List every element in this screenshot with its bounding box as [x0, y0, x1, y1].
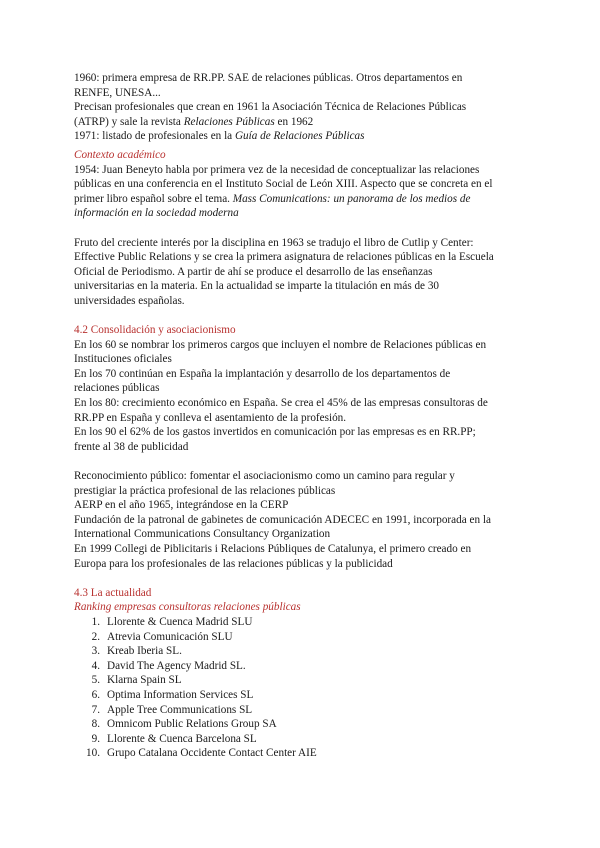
- consolidation-block-a: [74, 338, 534, 455]
- paragraph-line: [74, 192, 534, 207]
- section-heading-academic: Contexto académico: [74, 148, 166, 161]
- list-item: [74, 630, 534, 645]
- paragraph-line: International Communications Consultancy Organization: [74, 528, 331, 541]
- paragraph-line: Europa para los profesionales de las relaciones públicas y la publicidad: [74, 557, 393, 570]
- intro-block: [74, 71, 534, 144]
- paragraph-line: relaciones públicas: [74, 382, 160, 395]
- list-number: 3.: [91, 645, 100, 658]
- list-number: 2.: [91, 630, 100, 643]
- list-number: 6.: [91, 688, 100, 701]
- list-number: 9.: [91, 732, 100, 745]
- ranking-subheading: Ranking empresas consultoras relaciones públicas: [74, 601, 301, 614]
- list-item: [74, 732, 534, 747]
- list-number: 7.: [91, 703, 100, 716]
- company-name: Kreab Iberia SL.: [107, 645, 182, 658]
- book-title: Mass Comunications: un panorama de los medios de: [232, 192, 471, 205]
- intro-text: en 1962: [274, 115, 314, 128]
- list-item: [74, 644, 534, 659]
- company-name: David The Agency Madrid SL.: [107, 659, 246, 672]
- company-name: Grupo Catalana Occidente Contact Center AIE: [107, 747, 317, 760]
- academic-paragraph-1: [74, 163, 534, 221]
- magazine-title: Relaciones Públicas: [183, 115, 275, 128]
- section-heading-current: 4.3 La actualidad: [74, 586, 152, 599]
- paragraph-line: Oficial de Periodismo. A partir de ahí se produce el desarrollo de las enseñanzas: [74, 265, 433, 278]
- company-name: Llorente & Cuenca Barcelona SL: [107, 732, 257, 745]
- document-page: [74, 71, 534, 761]
- paragraph-line: universidades españolas.: [74, 294, 185, 307]
- list-item: [74, 688, 534, 703]
- paragraph-line: En los 90 el 62% de los gastos invertidos en comunicación por las empresas es en RR.PP;: [74, 426, 476, 439]
- company-name: Omnicom Public Relations Group SA: [107, 718, 277, 731]
- paragraph-line: Fruto del creciente interés por la disciplina en 1963 se tradujo el libro de Cutlip y Center:: [74, 236, 474, 249]
- academic-paragraph-2: [74, 236, 534, 309]
- intro-line: Precisan profesionales que crean en 1961 la Asociación Técnica de Relaciones Públicas: [74, 101, 467, 114]
- list-number: 4.: [91, 659, 100, 672]
- list-number: 10.: [86, 747, 100, 760]
- guide-title: Guía de Relaciones Públicas: [234, 130, 365, 143]
- company-name: Optima Information Services SL: [107, 688, 254, 701]
- paragraph-line: En los 60 se nombrar los primeros cargos que incluyen el nombre de Relaciones públicas en: [74, 338, 487, 351]
- company-name: Atrevia Comunicación SLU: [107, 630, 233, 643]
- intro-line: [74, 115, 534, 130]
- list-item: [74, 615, 534, 630]
- paragraph-line: universitarias en la materia. En la actualidad se imparte la titulación en más de 30: [74, 280, 440, 293]
- paragraph-line: Instituciones oficiales: [74, 353, 172, 366]
- paragraph-line: Effective Public Relations y se crea la primera asignatura de relaciones públicas en la Escuela: [74, 251, 494, 264]
- paragraph-line: Reconocimiento público: fomentar el asociacionismo como un camino para regular y: [74, 470, 455, 483]
- paragraph-line: 1954: Juan Beneyto habla por primera vez de la necesidad de conceptualizar las relaciones: [74, 163, 480, 176]
- list-item: [74, 673, 534, 688]
- intro-text: (ATRP) y sale la revista: [74, 115, 184, 128]
- paragraph-line: AERP en el año 1965, integrándose en la CERP: [74, 499, 289, 512]
- paragraph-line: frente al 38 de publicidad: [74, 440, 189, 453]
- company-name: Klarna Spain SL: [107, 674, 182, 687]
- intro-text: 1971: listado de profesionales en la: [74, 130, 235, 143]
- intro-line: [74, 129, 534, 144]
- paragraph-line: En los 80: crecimiento económico en España. Se crea el 45% de las empresas consultoras de: [74, 397, 488, 410]
- consolidation-block-b: [74, 469, 534, 571]
- paragraph-line: En 1999 Collegi de Piblicitaris i Relacions Públiques de Catalunya, el primero creado en: [74, 543, 472, 555]
- company-name: Llorente & Cuenca Madrid SLU: [107, 615, 253, 628]
- list-item: [74, 703, 534, 718]
- paragraph-line: prestigiar la práctica profesional de las relaciones públicas: [74, 484, 336, 497]
- list-number: 8.: [91, 718, 100, 731]
- book-title: información en la sociedad moderna: [74, 207, 239, 220]
- list-number: 5.: [91, 674, 100, 687]
- list-item: [74, 746, 534, 761]
- intro-line: RENFE, UNESA...: [74, 86, 161, 99]
- company-name: Apple Tree Communications SL: [107, 703, 253, 716]
- list-item: [74, 717, 534, 732]
- ranking-list: [74, 615, 534, 761]
- paragraph-line: RR.PP en España y conlleva el asentamiento de la profesión.: [74, 411, 347, 424]
- list-number: 1.: [91, 615, 100, 628]
- paragraph-line: públicas en una conferencia en el Instituto Social de León XIII. Aspecto que se concreta en el: [74, 178, 493, 191]
- section-heading-consolidation: 4.2 Consolidación y asociacionismo: [74, 324, 236, 337]
- intro-line: 1960: primera empresa de RR.PP. SAE de relaciones públicas. Otros departamentos en: [74, 72, 463, 84]
- paragraph-text: primer libro español sobre el tema.: [74, 192, 233, 205]
- paragraph-line: Fundación de la patronal de gabinetes de comunicación ADECEC en 1991, incorporada en la: [74, 513, 491, 526]
- list-item: [74, 659, 534, 674]
- paragraph-line: En los 70 continúan en España la implantación y desarrollo de los departamentos de: [74, 367, 451, 380]
